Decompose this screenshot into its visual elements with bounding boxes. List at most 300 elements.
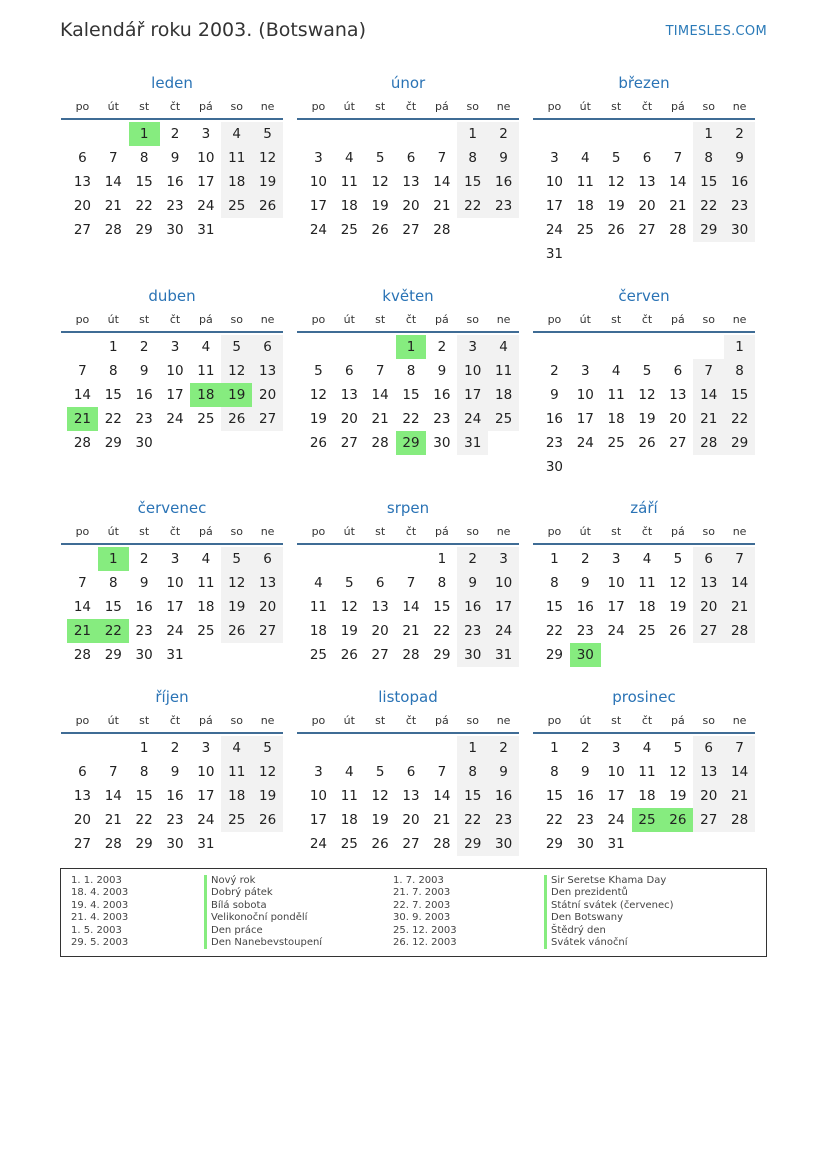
empty-day-cell — [632, 643, 663, 667]
empty-day-cell — [601, 122, 632, 146]
weekday-label: st — [139, 714, 150, 727]
day-cell: 14 — [693, 383, 724, 407]
empty-day-cell — [601, 455, 632, 479]
day-cell: 16 — [166, 788, 184, 804]
week-row — [539, 643, 755, 667]
weekday-label: út — [343, 714, 355, 727]
month-title: duben — [148, 287, 196, 305]
day-cell: 13 — [402, 174, 420, 190]
day-cell: 24 — [576, 435, 594, 451]
day-cell: 1 — [437, 551, 447, 567]
weekday-label: st — [611, 100, 622, 113]
day-cell: 24 — [166, 623, 184, 639]
empty-day-cell — [303, 122, 334, 146]
empty-day-cell — [221, 643, 252, 667]
day-cell: 10 — [309, 788, 328, 804]
day-cell: 20 — [402, 812, 420, 828]
week-row — [67, 760, 283, 784]
weekday-label: čt — [405, 714, 417, 727]
brand-link[interactable]: TIMESLES.COM — [665, 24, 767, 39]
day-cell: 30 — [433, 435, 451, 451]
day-cell: 5 — [375, 764, 385, 780]
empty-day-cell — [693, 832, 724, 856]
days-grid — [297, 547, 519, 667]
day-cell: 24 — [309, 222, 328, 238]
weekday-label: so — [230, 525, 243, 538]
empty-day-cell — [98, 122, 129, 146]
day-cell: 17 — [166, 599, 184, 615]
day-cell: 4 — [221, 122, 252, 146]
empty-day-cell — [570, 335, 601, 359]
day-cell: 16 — [457, 595, 488, 619]
empty-day-cell — [539, 335, 570, 359]
empty-day-cell — [632, 335, 663, 359]
day-cell: 22 — [457, 808, 488, 832]
days-grid — [297, 122, 519, 242]
legend-date: 21. 7. 2003 — [393, 887, 451, 899]
day-cell: 17 — [576, 411, 594, 427]
empty-day-cell — [632, 832, 663, 856]
month-block — [297, 73, 519, 242]
day-cell: 14 — [433, 174, 451, 190]
day-cell: 9 — [170, 764, 180, 780]
weekday-label: ne — [732, 525, 747, 538]
day-cell: 21 — [724, 784, 755, 808]
week-row — [67, 170, 283, 194]
day-cell: 23 — [433, 411, 451, 427]
day-cell: 6 — [693, 736, 724, 760]
weekday-label: st — [139, 525, 150, 538]
day-cell: 23 — [166, 198, 184, 214]
legend-date: 1. 5. 2003 — [71, 924, 122, 936]
day-cell: 24 — [457, 407, 488, 431]
empty-day-cell — [632, 122, 663, 146]
day-cell: 7 — [724, 736, 755, 760]
month-block — [297, 498, 519, 667]
day-cell: 8 — [108, 363, 118, 379]
day-cell: 27 — [402, 836, 420, 852]
day-cell: 9 — [580, 575, 590, 591]
empty-day-cell — [221, 218, 252, 242]
day-cell: 27 — [252, 407, 283, 431]
day-cell: 23 — [576, 812, 594, 828]
weekday-label: pá — [435, 714, 449, 727]
weekday-label: ne — [496, 525, 511, 538]
day-cell: 7 — [108, 764, 118, 780]
empty-day-cell — [252, 832, 283, 856]
day-cell: 16 — [135, 599, 153, 615]
day-cell: 27 — [73, 836, 92, 852]
legend-names-left — [204, 875, 322, 949]
day-cell: 25 — [221, 808, 252, 832]
week-row — [67, 383, 283, 407]
empty-day-cell — [303, 547, 334, 571]
day-cell: 21 — [669, 198, 687, 214]
day-cell: 30 — [135, 647, 153, 663]
day-cell: 26 — [669, 623, 687, 639]
weekday-header — [533, 712, 755, 734]
day-cell: 19 — [252, 784, 283, 808]
day-cell: 10 — [197, 150, 215, 166]
day-cell: 14 — [669, 174, 687, 190]
day-cell: 18 — [190, 383, 221, 407]
weekday-label: út — [107, 313, 119, 326]
day-cell: 18 — [340, 198, 358, 214]
day-cell: 25 — [638, 623, 656, 639]
day-cell: 24 — [197, 198, 215, 214]
weekday-label: pá — [199, 100, 213, 113]
empty-day-cell — [693, 335, 724, 359]
day-cell: 25 — [488, 407, 519, 431]
weekday-label: čt — [169, 714, 181, 727]
legend-holiday-name: Velikonoční pondělí — [204, 912, 322, 924]
weekday-header — [297, 98, 519, 120]
day-cell: 28 — [104, 836, 122, 852]
week-row — [303, 832, 519, 856]
day-cell: 12 — [607, 174, 625, 190]
day-cell: 18 — [340, 812, 358, 828]
day-cell: 21 — [693, 407, 724, 431]
day-cell: 27 — [252, 619, 283, 643]
weekday-header — [61, 523, 283, 545]
weekday-label: so — [230, 100, 243, 113]
empty-day-cell — [662, 335, 693, 359]
weekday-label: po — [75, 313, 90, 326]
day-cell: 30 — [457, 643, 488, 667]
day-cell: 28 — [402, 647, 420, 663]
weekday-label: so — [230, 313, 243, 326]
day-cell: 25 — [576, 222, 594, 238]
day-cell: 17 — [607, 599, 625, 615]
day-cell: 2 — [488, 122, 519, 146]
weekday-label: so — [466, 525, 479, 538]
day-cell: 20 — [693, 784, 724, 808]
day-cell: 22 — [135, 198, 153, 214]
day-cell: 31 — [166, 647, 184, 663]
week-row — [67, 194, 283, 218]
weekday-label: so — [702, 525, 715, 538]
day-cell: 29 — [545, 647, 564, 663]
day-cell: 15 — [104, 599, 122, 615]
month-block — [61, 498, 283, 667]
legend-date: 29. 5. 2003 — [71, 937, 129, 949]
day-cell: 23 — [488, 808, 519, 832]
week-row — [539, 547, 755, 571]
day-cell: 22 — [724, 407, 755, 431]
day-cell: 25 — [221, 194, 252, 218]
day-cell: 8 — [550, 764, 559, 780]
legend-dates-left — [71, 875, 128, 949]
day-cell: 10 — [607, 764, 625, 780]
day-cell: 13 — [693, 571, 724, 595]
day-cell: 3 — [201, 126, 211, 142]
weekday-label: so — [702, 100, 715, 113]
day-cell: 3 — [457, 335, 488, 359]
day-cell: 1 — [457, 736, 488, 760]
week-row — [67, 808, 283, 832]
week-row — [539, 619, 755, 643]
week-row — [303, 595, 519, 619]
day-cell: 17 — [607, 788, 625, 804]
week-row — [303, 760, 519, 784]
day-cell: 11 — [340, 174, 358, 190]
day-cell: 2 — [139, 339, 149, 355]
day-cell: 15 — [402, 387, 420, 403]
weekday-label: po — [75, 714, 90, 727]
weekday-label: pá — [671, 313, 685, 326]
day-cell: 6 — [375, 575, 385, 591]
week-row — [67, 431, 283, 455]
legend-date: 26. 12. 2003 — [393, 937, 457, 949]
empty-day-cell — [303, 335, 334, 359]
empty-day-cell — [662, 643, 693, 667]
weekday-label: ne — [732, 313, 747, 326]
day-cell: 23 — [457, 619, 488, 643]
day-cell: 14 — [402, 599, 420, 615]
day-cell: 5 — [642, 363, 652, 379]
day-cell: 26 — [371, 836, 389, 852]
day-cell: 3 — [170, 339, 180, 355]
day-cell: 27 — [340, 435, 358, 451]
day-cell: 6 — [252, 335, 283, 359]
legend-holiday-name: Sir Seretse Khama Day — [544, 875, 674, 887]
empty-day-cell — [693, 455, 724, 479]
day-cell: 19 — [221, 595, 252, 619]
day-cell: 11 — [488, 359, 519, 383]
day-cell: 19 — [371, 198, 389, 214]
weekday-label: so — [466, 313, 479, 326]
day-cell: 21 — [371, 411, 389, 427]
week-row — [303, 359, 519, 383]
day-cell: 12 — [221, 359, 252, 383]
legend-dates-right — [393, 875, 457, 949]
days-grid — [533, 122, 755, 266]
legend-holiday-name: Den Botswany — [544, 912, 674, 924]
day-cell: 4 — [314, 575, 323, 591]
weekday-label: pá — [435, 525, 449, 538]
weekday-label: po — [311, 313, 326, 326]
day-cell: 8 — [724, 359, 755, 383]
weekday-label: út — [107, 100, 119, 113]
week-row — [67, 122, 283, 146]
legend-holiday-name: Státní svátek (červenec) — [544, 900, 674, 912]
day-cell: 3 — [201, 740, 211, 756]
day-cell: 12 — [309, 387, 328, 403]
empty-day-cell — [365, 335, 396, 359]
weekday-label: po — [547, 525, 562, 538]
day-cell: 19 — [669, 788, 687, 804]
days-grid — [61, 736, 283, 856]
empty-day-cell — [724, 643, 755, 667]
empty-day-cell — [693, 242, 724, 266]
day-cell: 26 — [309, 435, 328, 451]
day-cell: 4 — [580, 150, 590, 166]
weekday-label: pá — [199, 525, 213, 538]
day-cell: 22 — [545, 812, 564, 828]
week-row — [303, 736, 519, 760]
day-cell: 23 — [135, 411, 153, 427]
empty-day-cell — [570, 122, 601, 146]
weekday-label: so — [466, 714, 479, 727]
weekday-label: po — [75, 525, 90, 538]
day-cell: 9 — [457, 571, 488, 595]
day-cell: 22 — [104, 411, 122, 427]
weekday-label: st — [139, 100, 150, 113]
weekday-label: po — [75, 100, 90, 113]
day-cell: 27 — [693, 619, 724, 643]
weekday-label: ne — [260, 313, 275, 326]
day-cell: 27 — [402, 222, 420, 238]
week-row — [539, 455, 755, 479]
empty-day-cell — [334, 122, 365, 146]
day-cell: 26 — [252, 808, 283, 832]
day-cell: 1 — [396, 335, 427, 359]
week-row — [303, 643, 519, 667]
weekday-label: út — [343, 525, 355, 538]
day-cell: 11 — [221, 760, 252, 784]
weekday-label: čt — [641, 313, 653, 326]
legend-holiday-name: Den prezidentů — [544, 887, 674, 899]
day-cell: 26 — [662, 808, 693, 832]
day-cell: 31 — [607, 836, 625, 852]
month-title: říjen — [155, 688, 189, 706]
empty-day-cell — [221, 832, 252, 856]
day-cell: 14 — [104, 788, 122, 804]
day-cell: 12 — [340, 599, 358, 615]
day-cell: 26 — [638, 435, 656, 451]
day-cell: 16 — [545, 411, 564, 427]
weekday-header — [297, 311, 519, 333]
day-cell: 4 — [611, 363, 621, 379]
day-cell: 10 — [309, 174, 328, 190]
empty-day-cell — [67, 547, 98, 571]
day-cell: 26 — [371, 222, 389, 238]
day-cell: 6 — [78, 150, 87, 166]
day-cell: 29 — [135, 836, 153, 852]
day-cell: 24 — [607, 623, 625, 639]
day-cell: 26 — [252, 194, 283, 218]
empty-day-cell — [221, 431, 252, 455]
day-cell: 21 — [433, 812, 451, 828]
day-cell: 12 — [669, 764, 687, 780]
day-cell: 10 — [607, 575, 625, 591]
day-cell: 6 — [673, 363, 683, 379]
day-cell: 22 — [457, 194, 488, 218]
day-cell: 2 — [550, 363, 559, 379]
month-title: listopad — [378, 688, 438, 706]
day-cell: 8 — [108, 575, 118, 591]
week-row — [303, 146, 519, 170]
legend-holiday-name: Dobrý pátek — [204, 887, 322, 899]
week-row — [303, 784, 519, 808]
day-cell: 11 — [576, 174, 594, 190]
weekday-header — [61, 311, 283, 333]
week-row — [67, 832, 283, 856]
week-row — [303, 407, 519, 431]
empty-day-cell — [396, 122, 427, 146]
week-row — [303, 335, 519, 359]
weekday-label: út — [343, 313, 355, 326]
weekday-label: pá — [671, 525, 685, 538]
empty-day-cell — [724, 242, 755, 266]
weekday-label: čt — [169, 100, 181, 113]
empty-day-cell — [303, 736, 334, 760]
empty-day-cell — [488, 218, 519, 242]
week-row — [67, 335, 283, 359]
day-cell: 7 — [437, 150, 447, 166]
day-cell: 10 — [457, 359, 488, 383]
day-cell: 8 — [550, 575, 559, 591]
week-row — [67, 736, 283, 760]
day-cell: 17 — [309, 198, 328, 214]
day-cell: 4 — [642, 740, 652, 756]
empty-day-cell — [662, 455, 693, 479]
day-cell: 11 — [340, 788, 358, 804]
legend-holiday-name: Den práce — [204, 925, 322, 937]
empty-day-cell — [662, 832, 693, 856]
day-cell: 15 — [104, 387, 122, 403]
empty-day-cell — [396, 736, 427, 760]
weekday-label: čt — [405, 525, 417, 538]
day-cell: 5 — [252, 736, 283, 760]
day-cell: 4 — [201, 339, 211, 355]
day-cell: 20 — [252, 595, 283, 619]
day-cell: 20 — [340, 411, 358, 427]
weekday-label: čt — [641, 714, 653, 727]
day-cell: 8 — [139, 150, 149, 166]
day-cell: 28 — [433, 222, 451, 238]
days-grid — [61, 547, 283, 667]
empty-day-cell — [365, 122, 396, 146]
empty-day-cell — [160, 431, 191, 455]
day-cell: 15 — [545, 788, 564, 804]
day-cell: 1 — [550, 551, 559, 567]
day-cell: 6 — [693, 547, 724, 571]
weekday-label: ne — [732, 714, 747, 727]
day-cell: 31 — [197, 836, 215, 852]
weekday-label: so — [702, 714, 715, 727]
day-cell: 15 — [135, 788, 153, 804]
day-cell: 9 — [139, 363, 149, 379]
day-cell: 14 — [104, 174, 122, 190]
empty-day-cell — [662, 242, 693, 266]
weekday-header — [533, 311, 755, 333]
day-cell: 29 — [104, 435, 122, 451]
empty-day-cell — [396, 547, 427, 571]
day-cell: 8 — [693, 146, 724, 170]
day-cell: 27 — [73, 222, 92, 238]
weekday-label: ne — [260, 714, 275, 727]
day-cell: 2 — [437, 339, 447, 355]
day-cell: 8 — [457, 146, 488, 170]
weekday-header — [61, 712, 283, 734]
day-cell: 4 — [344, 764, 354, 780]
day-cell: 18 — [638, 788, 656, 804]
weekday-label: po — [547, 313, 562, 326]
empty-day-cell — [570, 455, 601, 479]
week-row — [67, 643, 283, 667]
day-cell: 27 — [371, 647, 389, 663]
weekday-label: út — [107, 714, 119, 727]
day-cell: 1 — [108, 339, 118, 355]
day-cell: 17 — [197, 788, 215, 804]
day-cell: 2 — [724, 122, 755, 146]
day-cell: 24 — [309, 836, 328, 852]
week-row — [303, 619, 519, 643]
day-cell: 3 — [580, 363, 590, 379]
week-row — [539, 832, 755, 856]
week-row — [539, 383, 755, 407]
